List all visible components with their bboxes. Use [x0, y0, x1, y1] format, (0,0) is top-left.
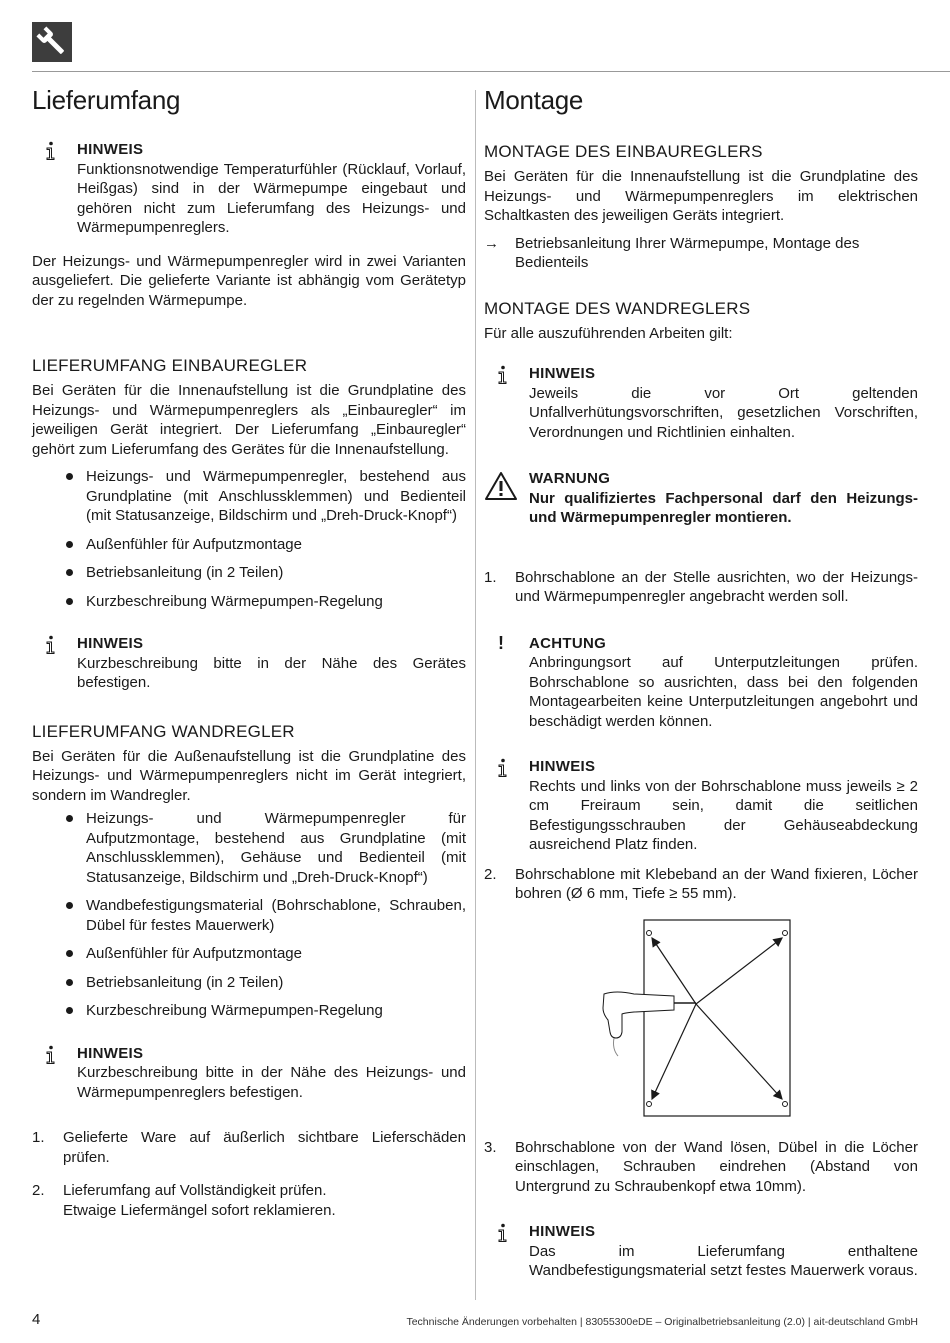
einbauregler-paragraph: Bei Geräten für die Innenaufstellung ist die Grundplatine des Heizungs- und Wärmepumpenreglers als „Einbauregler“ im jeweiligen Gerät integriert. Der Lieferumfang „Einbauregler“ gehört zum Lieferumfang des Gerätes für die Innenaufstellung.: [32, 382, 466, 458]
montage-einbau-paragraph: Bei Geräten für die Innenaufstellung ist die Grundplatine des Heizungs- und Wärmepumpenreglers im elektrischen Schaltkasten des jeweiligen Geräts integriert.: [484, 168, 918, 224]
list-item: Kurzbeschreibung Wärmepumpen-Regelung: [86, 592, 466, 612]
note-title: ACHTUNG: [529, 634, 607, 652]
page-title-lieferumfang: Lieferumfang: [32, 85, 181, 115]
note-hinweis: [484, 757, 918, 855]
note-text: Rechts und links von der Bohrschablone muss jeweils ≥ 2 cm Freiraum sein, damit die seitlichen Befestigungsschrauben der Gehäuseabdeckung ausreichend Platz finden.: [529, 777, 918, 853]
step-text: Lieferumfang auf Vollständigkeit prüfen.: [63, 1182, 327, 1199]
heading-einbauregler: LIEFERUMFANG EINBAUREGLER: [32, 356, 308, 375]
list-item: Heizungs- und Wärmepumpenregler für Aufputzmontage, bestehend aus Grundplatine (mit Anschlussklemmen), Gehäuse und Bedienteil (mit Statusanzeige, Bildschirm und „Dreh-Druck-Knopf“): [86, 810, 466, 886]
note-hinweis: [484, 1222, 918, 1281]
note-title: HINWEIS: [529, 365, 596, 382]
page-title-montage: Montage: [484, 85, 584, 115]
wandregler-paragraph: Bei Geräten für die Außenaufstellung ist die Grundplatine des Heizungs- und Wärmepumpenreglers nicht im Gerät integriert, sondern im Wandregler.: [32, 747, 466, 804]
note-text: Das im Lieferumfang enthaltene Wandbefestigungsmaterial setzt festes Mauerwerk voraus.: [529, 1242, 918, 1279]
right-column: [484, 82, 918, 1281]
step-text: Gelieferte Ware auf äußerlich sichtbare Lieferschäden prüfen.: [63, 1129, 466, 1166]
note-hinweis: [484, 364, 918, 442]
note-title: HINWEIS: [529, 758, 596, 775]
step-number: 3.: [484, 1138, 497, 1156]
note-hinweis: [32, 1044, 466, 1103]
info-icon: [494, 1223, 510, 1243]
list-item: Außenfühler für Aufputzmontage: [86, 535, 466, 555]
note-title: HINWEIS: [77, 1044, 144, 1062]
note-text: Kurzbeschreibung bitte in der Nähe des Heizungs- und Wärmepumpenreglers befestigen.: [77, 1064, 466, 1101]
step-text: Bohrschablone von der Wand lösen, Dübel in die Löcher einschlagen, Schrauben eindrehen (Abstand von Untergrund zu Schraubenkopf etwa 10mm).: [515, 1138, 918, 1195]
reference-line: [484, 234, 918, 273]
note-title: HINWEIS: [529, 1223, 596, 1240]
step-number: 2.: [484, 865, 497, 883]
left-column: [32, 82, 466, 1220]
column-divider: [475, 90, 476, 1300]
info-icon: [42, 141, 58, 161]
info-icon: [42, 1045, 58, 1065]
warning-triangle-icon: [484, 471, 518, 501]
wrench-icon: [32, 22, 72, 62]
note-hinweis: [32, 140, 466, 238]
note-title: HINWEIS: [77, 141, 144, 158]
step-number: 2.: [32, 1182, 45, 1199]
step-text-2: Etwaige Liefermängel sofort reklamieren.: [63, 1201, 336, 1219]
list-item: Kurzbeschreibung Wärmepumpen-Regelung: [86, 1001, 466, 1021]
note-warnung: [484, 469, 918, 528]
intro-paragraph: Der Heizungs- und Wärmepumpenregler wird in zwei Varianten ausgeliefert. Die gelieferte Variante ist abhängig vom Gerätetyp der zu regelnden Wärmepumpe.: [32, 252, 466, 309]
note-text: Kurzbeschreibung bitte in der Nähe des Gerätes befestigen.: [77, 654, 466, 691]
note-text: Funktionsnotwendige Temperaturfühler (Rücklauf, Vorlauf, Heißgas) sind in der Wärmepumpe eingebaut und gehören nicht zum Lieferumfang des Heizungs- und Wärmepumpenreglers.: [77, 160, 466, 236]
step-item: [484, 568, 918, 607]
page-footer: [32, 1310, 918, 1330]
note-text: Anbringungsort auf Unterputzleitungen prüfen. Bohrschablone so ausrichten, dass bei den folgenden Montagearbeiten keine Unterputzleitungen angebohrt und beschädigt werden können.: [529, 654, 918, 730]
section-icon-box: [32, 22, 72, 62]
step-item: [484, 865, 918, 904]
step-text: Bohrschablone an der Stelle ausrichten, wo der Heizungs- und Wärmepumpenregler angebracht werden soll.: [515, 568, 918, 605]
arrow-right-icon: →: [484, 234, 499, 252]
wandregler-list: [32, 809, 466, 1021]
info-icon: [494, 758, 510, 778]
einbauregler-list: [32, 467, 466, 611]
info-icon: [42, 635, 58, 655]
header-rule: [32, 71, 950, 72]
list-item: Wandbefestigungsmaterial (Bohrschablone, Schrauben, Dübel für festes Mauerwerk): [86, 897, 466, 934]
note-text: Nur qualifiziertes Fachpersonal darf den Heizungs- und Wärmepumpenregler montieren.: [529, 489, 918, 526]
step-item: [32, 1181, 466, 1220]
note-hinweis: [32, 634, 466, 693]
note-title: HINWEIS: [77, 635, 144, 652]
note-text: Jeweils die vor Ort geltenden Unfallverhütungsvorschriften, gesetzlichen Vorschriften, Verordnungen und Richtlinien einhalten.: [529, 384, 918, 441]
step-number: 1.: [484, 568, 497, 586]
step-number: 1.: [32, 1129, 45, 1146]
footer-text: Technische Änderungen vorbehalten | 83055300eDE – Originalbetriebsanleitung (2.0) | ait-deutschland GmbH: [406, 1316, 918, 1328]
exclamation-icon: !: [498, 632, 504, 653]
list-item: Außenfühler für Aufputzmontage: [86, 944, 466, 964]
heading-wandregler-montage: MONTAGE DES WANDREGLERS: [484, 298, 751, 318]
note-title: WARNUNG: [529, 470, 611, 487]
list-item: Betriebsanleitung (in 2 Teilen): [86, 563, 466, 583]
page-number: 4: [32, 1311, 41, 1328]
drilling-template-illustration: [484, 914, 918, 1124]
step-item: [32, 1128, 466, 1167]
info-icon: [494, 365, 510, 385]
heading-wandregler: LIEFERUMFANG WANDREGLER: [32, 721, 295, 741]
step-text: Bohrschablone mit Klebeband an der Wand fixieren, Löcher bohren (Ø 6 mm, Tiefe ≥ 55 mm).: [515, 865, 918, 902]
note-achtung: [484, 634, 918, 732]
reference-text: Betriebsanleitung Ihrer Wärmepumpe, Montage des Bedienteils: [515, 234, 860, 271]
list-item: Heizungs- und Wärmepumpenregler, bestehend aus Grundplatine (mit Anschlussklemmen) und Bedienteil (mit Statusanzeige, Bildschirm und „Dreh-Druck-Knopf“): [86, 468, 466, 524]
step-item: [484, 1138, 918, 1197]
list-item: Betriebsanleitung (in 2 Teilen): [86, 973, 466, 993]
heading-einbauregler-montage: MONTAGE DES EINBAUREGLERS: [484, 142, 763, 161]
montage-wand-paragraph: Für alle auszuführenden Arbeiten gilt:: [484, 324, 733, 342]
